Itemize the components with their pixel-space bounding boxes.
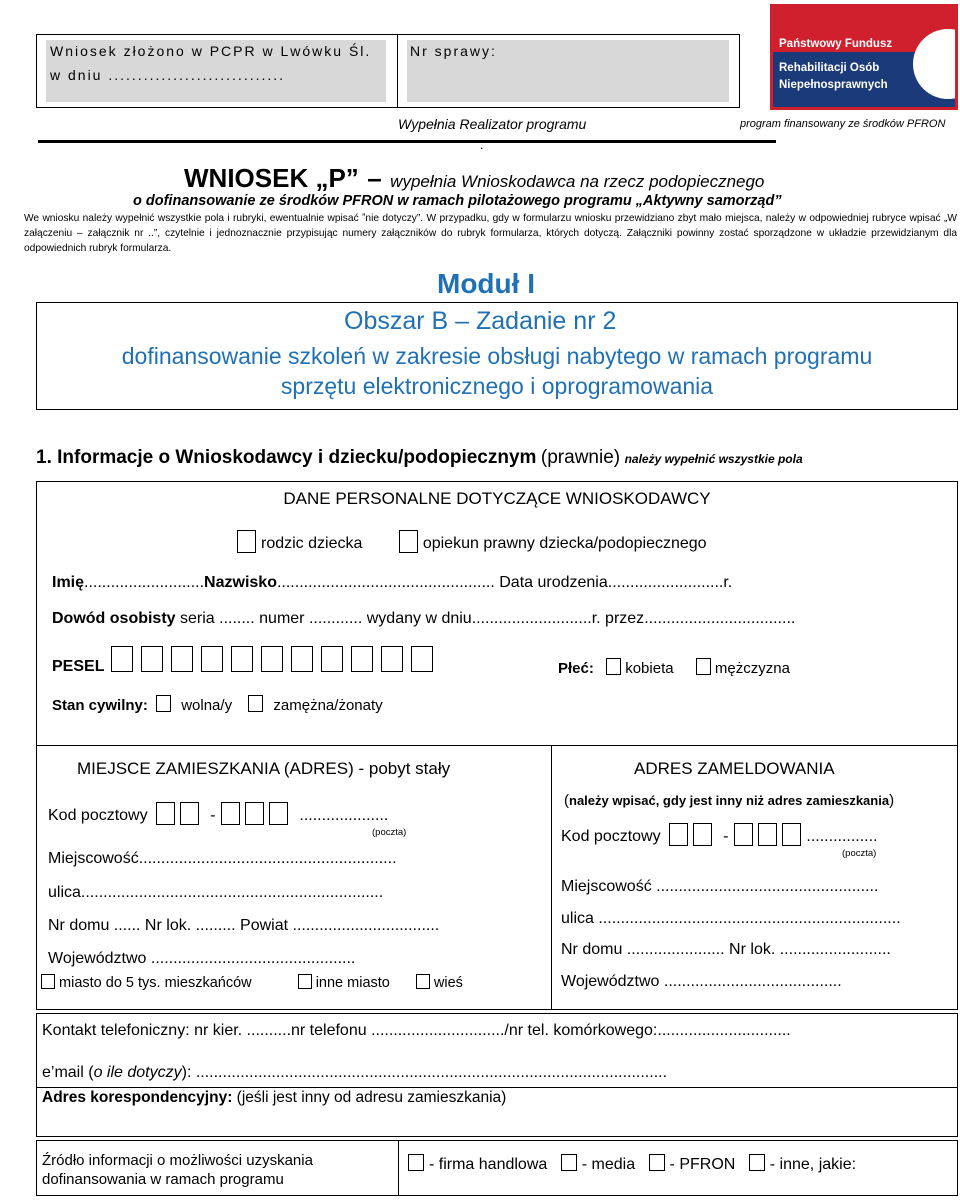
filled-by-note: Wypełnia Realizator programu bbox=[398, 116, 587, 132]
residence-heading bbox=[77, 759, 450, 779]
single-label: wolna/y bbox=[181, 697, 233, 714]
last-name-field[interactable]: ................................................. bbox=[276, 574, 495, 591]
submitted-line1: Wniosek złożono w PCPR w Lwówku Śl. bbox=[50, 43, 372, 59]
postcode-digit-box[interactable] bbox=[221, 802, 240, 825]
registration-flat-field[interactable]: ......................... bbox=[775, 941, 891, 958]
small-town-label: miasto do 5 tys. mieszkańców bbox=[59, 975, 252, 991]
residence-post-office-field[interactable]: .................... bbox=[299, 807, 389, 824]
registration-house-field[interactable]: ...................... bbox=[622, 941, 725, 958]
registration-city-label: Miejscowość bbox=[561, 878, 652, 895]
registration-flat-label: Nr lok. bbox=[724, 941, 776, 958]
married-checkbox[interactable] bbox=[248, 695, 263, 712]
residence-box bbox=[36, 745, 552, 1010]
correspondence-note: (jeśli jest inny od adresu zamieszkania) bbox=[232, 1089, 507, 1106]
last-name-label: Nazwisko bbox=[204, 574, 277, 591]
id-card-label: Dowód osobisty bbox=[52, 610, 176, 627]
source-other-checkbox[interactable] bbox=[749, 1154, 765, 1171]
residence-city-row bbox=[48, 850, 397, 868]
residence-flat-field[interactable]: ......... bbox=[191, 917, 236, 934]
married-label: zamężna/żonaty bbox=[273, 697, 383, 714]
registration-postcode-dash: - bbox=[723, 828, 729, 845]
instructions: We wniosku należy wypełnić wszystkie pola i rubryki, ewentualnie wpisać ˮnie dotyczy”. W przypadku, gdy w formularzu wniosku przewidziano zbyt mało miejsca, należy w odpowiedniej rubryce wpisać „W załączeniu – załącznik nr ..”, czytelnie i jednoznacznie przypisując numery załączników do rubryk formularza, których dotyczą. Załączniki powinny zostać sporządzone w układzie przewidzianym dla odpowiednich rubryk formularza. bbox=[24, 213, 957, 254]
residence-county-label: Powiat bbox=[235, 917, 289, 934]
first-name-label: Imię bbox=[52, 574, 85, 591]
female-label: kobieta bbox=[625, 660, 674, 677]
case-number-label: Nr sprawy: bbox=[410, 43, 497, 59]
pesel-digit-box[interactable] bbox=[231, 646, 253, 672]
registration-post-office-hint: (poczta) bbox=[842, 848, 877, 859]
pfron-logo-line1: Państwowy Fundusz bbox=[779, 38, 893, 50]
registration-number-row bbox=[561, 941, 891, 959]
postcode-digit-box[interactable] bbox=[245, 802, 264, 825]
pesel-boxes[interactable] bbox=[111, 646, 441, 672]
pesel-digit-box[interactable] bbox=[351, 646, 373, 672]
source-label-line1: Źródło informacji o możliwości uzyskania bbox=[42, 1152, 313, 1169]
residence-county-field[interactable]: ................................. bbox=[288, 917, 440, 934]
postcode-digit-box[interactable] bbox=[693, 823, 712, 846]
phone-label: Kontakt telefoniczny: nr kier. bbox=[42, 1022, 243, 1039]
registration-note: należy wpisać, gdy jest inny niż adres zamieszkania bbox=[569, 793, 890, 808]
funding-note: program finansowany ze środków PFRON bbox=[740, 118, 946, 130]
single-checkbox[interactable] bbox=[156, 695, 171, 712]
parent-checkbox[interactable] bbox=[237, 530, 256, 553]
id-number-label: numer bbox=[254, 610, 305, 627]
id-row bbox=[52, 610, 795, 628]
guardian-label: opiekun prawny dziecka/podopiecznego bbox=[422, 535, 707, 552]
header-divider bbox=[397, 34, 398, 108]
residence-voivodeship-label: Województwo bbox=[48, 950, 147, 967]
pesel-digit-box[interactable] bbox=[411, 646, 433, 672]
postcode-digit-box[interactable] bbox=[180, 802, 199, 825]
section1-heading bbox=[36, 447, 803, 469]
id-series-field[interactable]: ........ bbox=[214, 610, 255, 627]
phone-row bbox=[42, 1022, 791, 1040]
other-city-label: inne miasto bbox=[315, 975, 390, 991]
residence-house-field[interactable]: ...... bbox=[109, 917, 141, 934]
registration-street-row bbox=[561, 910, 901, 928]
female-checkbox[interactable] bbox=[606, 658, 621, 675]
residence-post-office-hint: (poczta) bbox=[372, 827, 407, 838]
source-label-line2: dofinansowania w ramach programu bbox=[42, 1171, 284, 1188]
submitted-line2: w dniu .............................. bbox=[50, 67, 286, 83]
pesel-digit-box[interactable] bbox=[321, 646, 343, 672]
postcode-digit-box[interactable] bbox=[758, 823, 777, 846]
first-name-field[interactable]: ........................... bbox=[84, 574, 205, 591]
birth-date-field[interactable]: ..........................r. bbox=[607, 574, 733, 591]
residence-heading-main: MIEJSCE ZAMIESZKANIA (ADRES) bbox=[77, 759, 354, 778]
residence-street-row bbox=[48, 884, 383, 902]
source-media-checkbox[interactable] bbox=[561, 1154, 577, 1171]
source-pfron-label: - PFRON bbox=[669, 1156, 736, 1173]
registration-house-label: Nr domu bbox=[561, 941, 623, 958]
small-town-checkbox[interactable] bbox=[41, 974, 55, 989]
registration-note-open: ( bbox=[564, 792, 569, 809]
pfron-logo bbox=[770, 4, 958, 110]
email-field[interactable]: ): .......................................................................................................... bbox=[181, 1064, 668, 1081]
source-shop-label: - firma handlowa bbox=[429, 1156, 548, 1173]
pesel-digit-box[interactable] bbox=[381, 646, 403, 672]
other-city-checkbox[interactable] bbox=[298, 974, 312, 989]
module-desc-line1: dofinansowanie szkoleń w zakresie obsługi nabytego w ramach programu bbox=[121, 343, 873, 369]
form-title-subtitle: wypełnia Wnioskodawca na rzecz podopiecznego bbox=[390, 172, 765, 191]
email-condition: o ile dotyczy bbox=[93, 1064, 182, 1081]
pesel-digit-box[interactable] bbox=[201, 646, 223, 672]
pesel-digit-box[interactable] bbox=[111, 646, 133, 672]
registration-post-office-field[interactable]: ................ bbox=[806, 828, 878, 845]
correspondence-row[interactable] bbox=[42, 1089, 506, 1107]
sex-label: Płeć: bbox=[558, 660, 594, 677]
issued-by-field[interactable]: .................................. bbox=[644, 610, 796, 627]
source-shop-checkbox[interactable] bbox=[408, 1154, 424, 1171]
locality-type-row bbox=[41, 974, 463, 991]
marital-label: Stan cywilny: bbox=[52, 697, 148, 714]
source-media-label: - media bbox=[581, 1156, 636, 1173]
form-title-dash: – bbox=[367, 163, 382, 193]
postcode-dash: - bbox=[210, 807, 216, 824]
postcode-digit-box[interactable] bbox=[669, 823, 688, 846]
form-title-line2: o dofinansowanie ze środków PFRON w ramach pilotażowego programu „Aktywny samorząd” bbox=[133, 193, 782, 209]
name-row bbox=[52, 574, 732, 592]
postcode-digit-box[interactable] bbox=[269, 802, 288, 825]
residence-heading-suffix: - pobyt stały bbox=[353, 759, 451, 778]
registration-street-label: ulica bbox=[561, 910, 594, 927]
section1-note: należy wypełnić wszystkie pola bbox=[624, 452, 803, 466]
marital-row bbox=[52, 695, 383, 714]
birth-date-label: Data urodzenia bbox=[494, 574, 608, 591]
module-title: Moduł I bbox=[437, 268, 535, 299]
form-title-main: WNIOSEK „P” bbox=[184, 163, 359, 193]
sex-row bbox=[558, 658, 790, 677]
residence-street-label: ulica bbox=[48, 884, 81, 901]
village-checkbox[interactable] bbox=[416, 974, 430, 989]
registration-street-field[interactable]: .................................................................... bbox=[593, 910, 901, 927]
correspondence-label: Adres korespondencyjny: bbox=[42, 1089, 233, 1106]
registration-voivodeship-field[interactable]: ........................................ bbox=[659, 973, 842, 990]
residence-number-row bbox=[48, 917, 439, 935]
id-number-field[interactable]: ............ bbox=[304, 610, 363, 627]
residence-street-field[interactable]: .................................................................... bbox=[80, 884, 384, 901]
email-row bbox=[42, 1064, 667, 1082]
id-series-label: seria bbox=[175, 610, 215, 627]
postcode-digit-box[interactable] bbox=[782, 823, 801, 846]
pesel-label: PESEL bbox=[52, 658, 105, 675]
registration-city-row bbox=[561, 878, 878, 896]
residence-city-field[interactable]: .......................................................... bbox=[138, 850, 397, 867]
module-desc-line2: sprzętu elektronicznego i oprogramowania bbox=[280, 373, 714, 399]
personal-heading: DANE PERSONALNE DOTYCZĄCE WNIOSKODAWCY bbox=[283, 489, 711, 508]
registration-note-row bbox=[564, 792, 894, 809]
residence-voivodeship-row bbox=[48, 950, 355, 968]
header-rule bbox=[38, 140, 776, 143]
email-label: e’mail ( bbox=[42, 1064, 94, 1081]
pesel-digit-box[interactable] bbox=[141, 646, 163, 672]
male-checkbox[interactable] bbox=[696, 658, 711, 675]
source-other-label: - inne, jakie: bbox=[769, 1156, 857, 1173]
section1-paren: (prawnie) bbox=[540, 447, 621, 468]
module-area: Obszar B – Zadanie nr 2 bbox=[344, 307, 617, 335]
residence-voivodeship-field[interactable]: .............................................. bbox=[146, 950, 356, 967]
residence-city-label: Miejscowość bbox=[48, 850, 139, 867]
pesel-digit-box[interactable] bbox=[261, 646, 283, 672]
pfron-logo-line2: Rehabilitacji Osób bbox=[779, 62, 880, 74]
issued-by-label: przez bbox=[600, 610, 645, 627]
phone-fields[interactable]: ..........nr telefonu ............................../nr tel. komórkowego:.............................. bbox=[242, 1022, 791, 1039]
source-pfron-checkbox[interactable] bbox=[649, 1154, 665, 1171]
residence-flat-label: Nr lok. bbox=[140, 917, 192, 934]
pesel-digit-box[interactable] bbox=[291, 646, 313, 672]
applicant-type-row bbox=[237, 530, 707, 553]
parent-label: rodzic dziecka bbox=[261, 535, 363, 552]
form-title bbox=[184, 163, 764, 194]
registration-voivodeship-label: Województwo bbox=[561, 973, 660, 990]
issued-date-field[interactable]: ...........................r. bbox=[471, 610, 601, 627]
pfron-logo-line3: Niepełnosprawnych bbox=[779, 79, 888, 91]
guardian-checkbox[interactable] bbox=[399, 530, 418, 553]
registration-city-field[interactable]: .................................................. bbox=[651, 878, 879, 895]
residence-postcode-label: Kod pocztowy bbox=[48, 806, 148, 824]
postcode-digit-box[interactable] bbox=[734, 823, 753, 846]
male-label: mężczyzna bbox=[714, 660, 790, 677]
registration-voivodeship-row bbox=[561, 973, 842, 991]
village-label: wieś bbox=[433, 975, 463, 991]
postcode-digit-box[interactable] bbox=[156, 802, 175, 825]
source-divider bbox=[398, 1140, 399, 1196]
issued-date-label: wydany w dniu bbox=[362, 610, 472, 627]
source-options-row bbox=[408, 1154, 856, 1174]
residence-house-label: Nr domu bbox=[48, 917, 110, 934]
pesel-digit-box[interactable] bbox=[171, 646, 193, 672]
section1-title: 1. Informacje o Wnioskodawcy i dziecku/podopiecznym bbox=[36, 447, 537, 468]
registration-heading: ADRES ZAMELDOWANIA bbox=[634, 759, 835, 778]
registration-postcode-row bbox=[561, 823, 878, 846]
registration-postcode-label: Kod pocztowy bbox=[561, 828, 661, 845]
registration-note-close: ) bbox=[889, 792, 895, 809]
header-dot: . bbox=[480, 138, 484, 152]
residence-postcode-row bbox=[48, 802, 388, 825]
